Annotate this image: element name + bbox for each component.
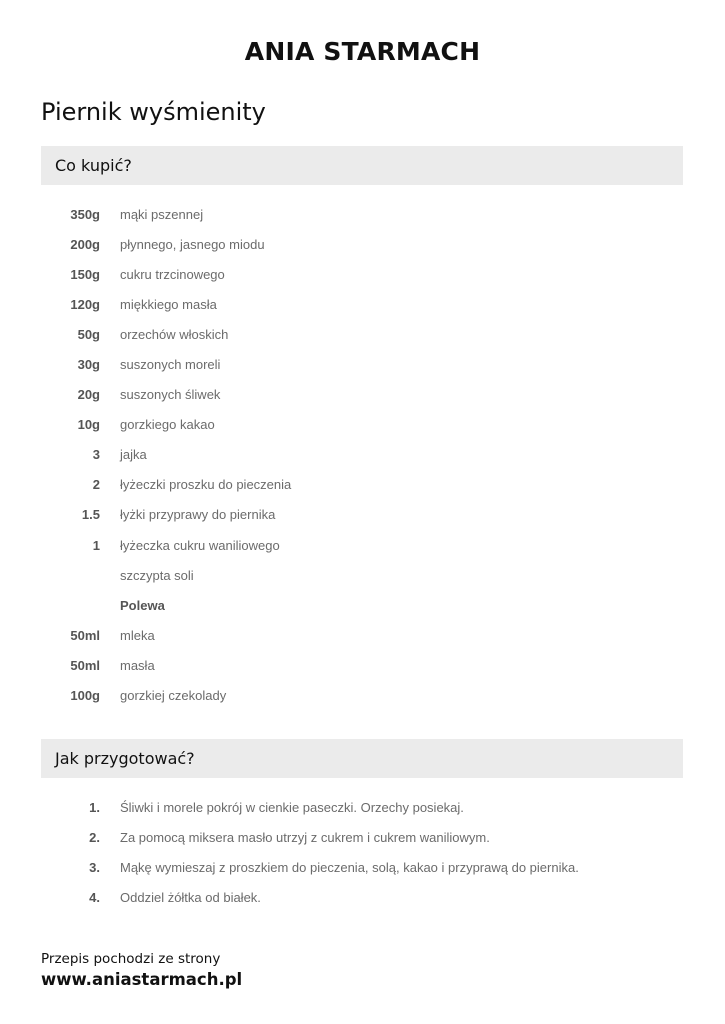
step-number: 4. <box>89 889 100 905</box>
ingredient-item <box>41 470 683 500</box>
ingredient-subheading-label: Polewa <box>120 597 165 613</box>
ingredient-name: masła <box>120 657 155 673</box>
ingredient-item <box>41 560 683 590</box>
ingredient-item <box>41 199 683 229</box>
step-text: Śliwki i morele pokrój w cienkie paseczki. Orzechy posiekaj. <box>120 799 464 815</box>
preparation-step <box>41 882 683 912</box>
ingredient-name: łyżki przyprawy do piernika <box>120 507 276 523</box>
ingredients-section-header <box>41 146 683 185</box>
recipe-title: Piernik wyśmienity <box>41 98 266 126</box>
preparation-steps-list <box>41 792 683 912</box>
ingredient-name: łyżeczka cukru waniliowego <box>120 537 280 553</box>
preparation-section-title: Jak przygotować? <box>55 749 195 768</box>
step-text: Za pomocą miksera masło utrzyj z cukrem i cukrem waniliowym. <box>120 829 490 845</box>
ingredient-item <box>41 650 683 680</box>
ingredient-quantity: 120g <box>70 296 100 312</box>
ingredient-name: płynnego, jasnego miodu <box>120 236 265 252</box>
ingredient-name: mąki pszennej <box>120 206 204 222</box>
ingredient-quantity: 10g <box>77 417 100 433</box>
ingredient-item <box>41 440 683 470</box>
ingredient-item <box>41 530 683 560</box>
step-text: Oddziel żółtka od białek. <box>120 889 261 905</box>
preparation-section-header <box>41 739 683 778</box>
ingredient-quantity: 200g <box>70 236 100 252</box>
preparation-step <box>41 792 683 822</box>
ingredient-name: gorzkiej czekolady <box>120 688 227 704</box>
ingredient-subheading <box>41 590 683 620</box>
footer-source-label: Przepis pochodzi ze strony <box>41 951 221 967</box>
ingredient-name: jajka <box>120 447 147 463</box>
step-number: 2. <box>89 829 100 845</box>
preparation-step <box>41 852 683 882</box>
ingredient-item <box>41 410 683 440</box>
ingredient-quantity: 1 <box>92 537 100 553</box>
ingredient-quantity: 50ml <box>70 627 100 643</box>
ingredient-item <box>41 319 683 349</box>
step-number: 3. <box>89 859 100 875</box>
ingredient-name: orzechów włoskich <box>120 326 229 342</box>
ingredient-quantity: 2 <box>92 477 100 493</box>
step-text: Mąkę wymieszaj z proszkiem do pieczenia, solą, kakao i przyprawą do piernika. <box>120 859 579 875</box>
ingredient-name: gorzkiego kakao <box>120 417 215 433</box>
ingredient-name: miękkiego masła <box>120 296 217 312</box>
ingredient-quantity: 50ml <box>70 657 100 673</box>
ingredient-quantity: 100g <box>70 688 100 704</box>
ingredient-quantity: 150g <box>70 266 100 282</box>
ingredient-name: suszonych śliwek <box>120 387 221 403</box>
ingredient-quantity: 50g <box>77 326 100 342</box>
ingredient-item <box>41 620 683 650</box>
ingredient-quantity: 350g <box>70 206 100 222</box>
footer-website-link[interactable]: www.aniastarmach.pl <box>41 970 243 989</box>
brand-title: ANIA STARMACH <box>244 37 481 66</box>
ingredient-quantity: 3 <box>92 447 100 463</box>
ingredient-name: szczypta soli <box>120 567 194 583</box>
ingredient-item <box>41 380 683 410</box>
ingredient-name: cukru trzcinowego <box>120 266 225 282</box>
ingredient-quantity: 1.5 <box>81 507 100 523</box>
ingredient-item <box>41 259 683 289</box>
ingredient-quantity: 20g <box>77 387 100 403</box>
ingredient-item <box>41 229 683 259</box>
ingredients-list <box>41 199 683 711</box>
ingredient-name: mleka <box>120 627 155 643</box>
ingredient-item <box>41 289 683 319</box>
ingredient-name: łyżeczki proszku do pieczenia <box>120 477 292 493</box>
ingredients-section-title: Co kupić? <box>55 156 132 175</box>
preparation-step <box>41 822 683 852</box>
ingredient-name: suszonych moreli <box>120 357 221 373</box>
ingredient-item <box>41 349 683 379</box>
ingredient-item <box>41 500 683 530</box>
step-number: 1. <box>89 799 100 815</box>
ingredient-quantity: 30g <box>77 357 100 373</box>
ingredient-item <box>41 681 683 711</box>
